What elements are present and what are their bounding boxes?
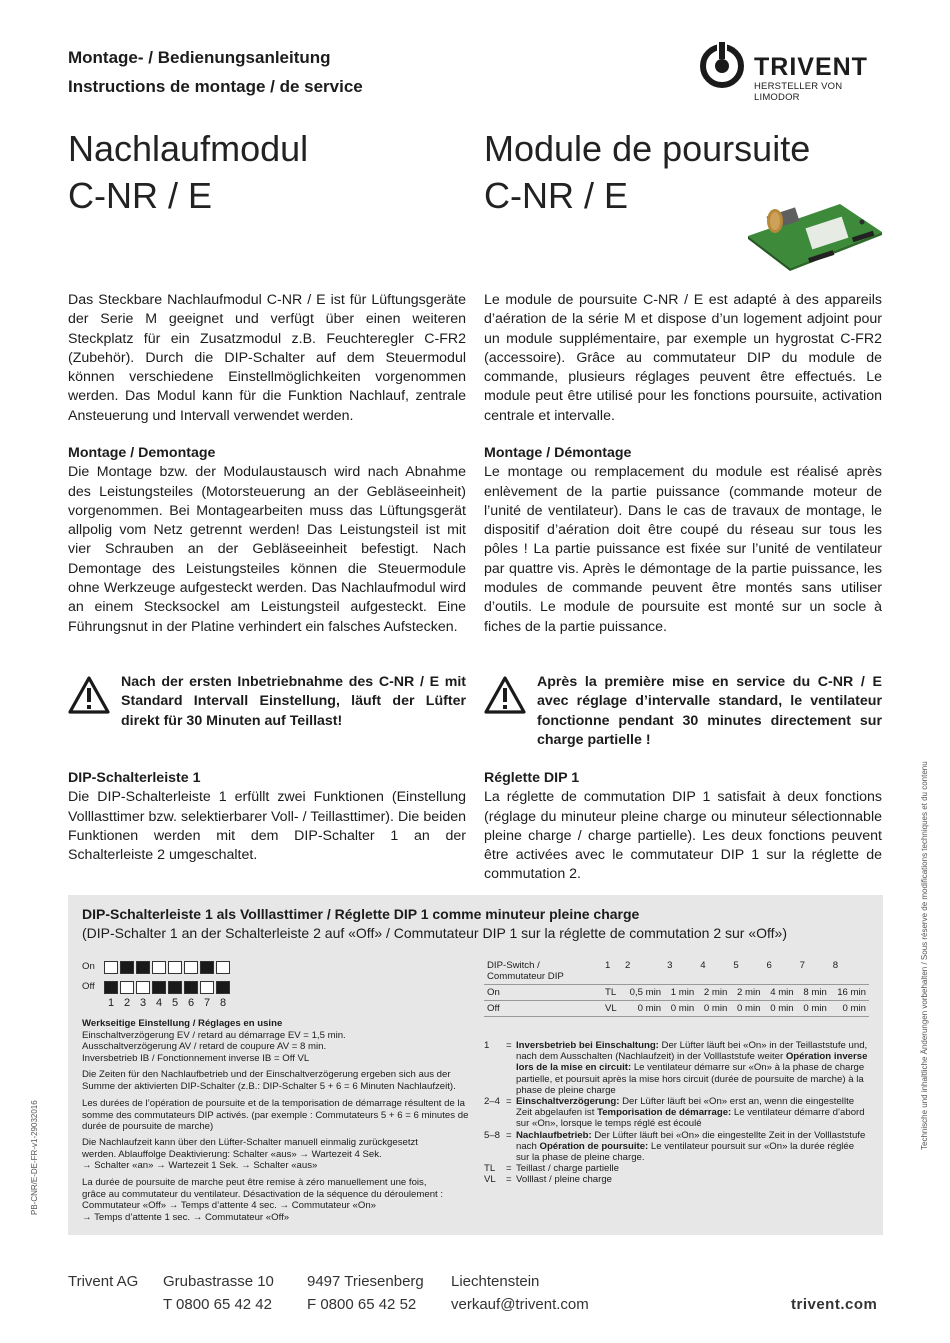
legend-equals: = [506, 1040, 512, 1051]
table-cell: 0 min [764, 1001, 797, 1017]
legend-item [484, 1163, 869, 1174]
legend-text [516, 1040, 869, 1096]
footer-company: Trivent AG [68, 1273, 139, 1290]
footer-street: Grubastrasse 10 [163, 1273, 274, 1290]
note-line: werden. Ablauffolge Deaktivierung: Schalter «aus» → Wartezeit 4 Sek. [82, 1148, 382, 1160]
document-type-fr: Instructions de montage / de service [68, 77, 363, 96]
dip-switch-number: 8 [219, 997, 227, 1009]
dip-table-wrapper [484, 958, 869, 1017]
legend-item [484, 1174, 869, 1185]
dip-switch-number: 1 [107, 997, 115, 1009]
dip-switch-number: 4 [155, 997, 163, 1009]
warning-fr: Après la première mise en service du C-NR / E avec réglage d’intervalle standard, le ventilateur fonctionne pendant 30 minutes directement sur charge partielle ! [537, 674, 882, 748]
note-line: → Schalter «an» → Wartezeit 1 Sek. → Schalter «aus» [82, 1160, 318, 1172]
factory-heading: Werkseitige Einstellung / Réglages en usine [82, 1018, 283, 1029]
table-cell: 0 min [797, 1001, 830, 1017]
note-line: → Temps d’attente 1 sec. → Commutateur «Off» [82, 1211, 290, 1223]
footer-country: Liechtenstein [451, 1273, 540, 1290]
legend-desc-de: Der Lüfter läuft bei «On» in der Teillaststufe und, nach dem Ausschalten (Nachlaufzeit) in der Volllaststufe weiter [516, 1040, 868, 1063]
dip-switch-off-cell [184, 981, 198, 994]
note-fr-2 [82, 1177, 477, 1223]
dip-switch-number: 5 [171, 997, 179, 1009]
dip-switch-off-cell [152, 981, 166, 994]
trivent-logo [700, 38, 885, 103]
legend-text [516, 1163, 869, 1174]
product-image [742, 192, 887, 272]
dip-box-subtitle: (DIP-Schalter 1 an der Schalterleiste 2 auf «Off» / Commutateur DIP 1 sur la réglette de commutation 2 sur «Off») [82, 925, 788, 941]
note-line: Die Nachlaufzeit kann über den Lüfter-Schalter manuell einmalig zurückgesetzt [82, 1137, 418, 1148]
dip-numbers [104, 997, 230, 1010]
footer-city: 9497 Triesenberg [307, 1273, 424, 1290]
note-fr-1: Les durées de l’opération de poursuite et de la temporisation de démarrage résultent de la somme des commutateurs DIP activés. (par exemple : Commutateurs 5 + 6 = 6 minutes de durée de poursuite de marche) [82, 1098, 469, 1133]
table-cell: 0 min [830, 1001, 869, 1017]
legend-desc-de: Volllast / pleine charge [516, 1174, 612, 1186]
table-cell: 4 min [764, 985, 797, 1001]
dip-text-fr: La réglette de commutation DIP 1 satisfait à deux fonctions (réglage du minuteur pleine charge ou minuteur sélectionnable pleine charge / charge partielle). Les deux fonctions peuvent être activées avec le commutateur DIP 1 sur la réglette de commutation 2. [484, 789, 882, 883]
dip-switch-number: 7 [203, 997, 211, 1009]
legend-item [484, 1096, 869, 1130]
legend-term-de: Einschaltverzögerung: [516, 1096, 620, 1108]
legend-text [516, 1096, 869, 1130]
table-header-row [484, 958, 869, 985]
table-cell: 0 min [664, 1001, 697, 1017]
dip-switch-diagram [82, 960, 242, 1012]
legend-item [484, 1040, 869, 1096]
table-cell: 2 min [697, 985, 730, 1001]
dip-row-on [104, 961, 230, 974]
legend-text [516, 1174, 869, 1185]
table-header-cell: 4 [697, 958, 730, 985]
warning-icon [68, 676, 110, 714]
legend-equals: = [506, 1174, 512, 1186]
table-cell: VL [602, 1001, 622, 1017]
dip-switch-on-cell [168, 961, 182, 974]
legend-desc-de: Der Lüfter läuft bei «On» erst an, wenn die eingestellte Zeit abgelaufen ist [516, 1096, 855, 1119]
title-fr-line2: C-NR / E [484, 175, 628, 216]
montage-heading-fr: Montage / Démontage [484, 445, 632, 461]
table-cell: 0,5 min [622, 985, 664, 1001]
dip-switch-on-cell [120, 961, 134, 974]
legend-key: 2–4 [484, 1096, 501, 1108]
dip-switch-off-cell [136, 981, 150, 994]
document-code: PB-CNR/E-DE-FR-v1-29032016 [30, 1100, 39, 1215]
table-cell: On [484, 985, 602, 1001]
table-cell: Off [484, 1001, 602, 1017]
table-header-cell: 5 [730, 958, 763, 985]
legend-equals: = [506, 1163, 512, 1175]
dip-switch-off-cell [120, 981, 134, 994]
dip-heading-fr: Réglette DIP 1 [484, 770, 580, 786]
warning-icon [484, 676, 526, 714]
table-header-cell: 7 [797, 958, 830, 985]
dip-switch-on-cell [136, 961, 150, 974]
dip-section-de [68, 769, 466, 865]
dip-switch-on-cell [200, 961, 214, 974]
factory-line: Inversbetrieb IB / Fonctionnement inverse IB = Off VL [82, 1052, 310, 1064]
note-line: Commutateur «Off» → Temps d’attente 4 sec. → Commutateur «On» [82, 1200, 376, 1212]
title-de-line1: Nachlaufmodul [68, 128, 309, 169]
table-header-cell: 1 [602, 958, 622, 985]
dip-switch-off-cell [216, 981, 230, 994]
dip-table [484, 958, 869, 1017]
dip-switch-on-cell [216, 961, 230, 974]
legend-equals: = [506, 1096, 512, 1108]
footer-email[interactable]: verkauf@trivent.com [451, 1296, 589, 1313]
legend-desc-fr: Le ventilateur démarre sur «On» à la phase de charge partielle, et poursuit après la mise hors circuit (durée de poursuite de marche) à la phase de pleine charge [516, 1062, 865, 1096]
legend-desc-de: Teillast / charge partielle [516, 1163, 619, 1175]
off-label: Off [82, 981, 95, 992]
on-label: On [82, 961, 95, 972]
factory-line: Ausschaltverzögerung AV / retard de coupure AV = 8 min. [82, 1041, 327, 1053]
intro-de: Das Steckbare Nachlaufmodul C-NR / E ist für Lüftungsgeräte der Serie M geeignet und verfügt über einen weiteren Steckplatz für ein Zusatzmodul z.B. Feuchteregler C-FR2 (Zubehör). Durch die DIP-Schalter auf dem Steuermodul können verschiedene Einstellmöglichkeiten vorgenommen werden. Das Modul kann für die Funktion Nachlauf, zentrale Ansteuerung und Intervall verwendet werden. [68, 292, 466, 424]
legend-desc-fr: Le ventilateur démarre d’abord sur «On», lorsque le temps réglé est écoulé [516, 1107, 865, 1130]
table-cell: 8 min [797, 985, 830, 1001]
dip-switch-off-cell [200, 981, 214, 994]
legal-note: Technische und inhaltliche Änderungen vorbehalten / Sous réserve de modifications techniques et du contenu [920, 761, 929, 1150]
dip-switch-number: 3 [139, 997, 147, 1009]
note-line: La durée de poursuite de marche peut être remise à zéro manuellement une fois, [82, 1177, 427, 1188]
table-header-cell: 3 [664, 958, 697, 985]
legend-key: TL [484, 1163, 496, 1175]
table-cell: 2 min [730, 985, 763, 1001]
brand-name: TRIVENT [754, 53, 868, 81]
title-de-line2: C-NR / E [68, 175, 212, 216]
montage-section-fr [484, 444, 882, 637]
document-type-de: Montage- / Bedienungsanleitung [68, 48, 331, 67]
footer-website[interactable]: trivent.com [791, 1296, 878, 1313]
brand-tagline: HERSTELLER VON LIMODOR [754, 81, 843, 103]
dip-switch-on-cell [152, 961, 166, 974]
note-de-1: Die Zeiten für den Nachlaufbetrieb und der Einschaltverzögerung ergeben sich aus der Summe der aktivierten DIP-Schalter (z.B.: DIP-Schalter 5 + 6 = 6 Minuten Nachlaufzeit). [82, 1069, 456, 1092]
footer-fax: F 0800 65 42 52 [307, 1296, 417, 1313]
legend-item [484, 1130, 869, 1164]
table-cell: 16 min [830, 985, 869, 1001]
table-cell: 0 min [697, 1001, 730, 1017]
dip-row-off [104, 981, 230, 994]
table-header-cell: 8 [830, 958, 869, 985]
factory-line: Einschaltverzögerung EV / retard au démarrage EV = 1,5 min. [82, 1029, 346, 1041]
dip-switch-number: 6 [187, 997, 195, 1009]
legend-term-de: Nachlaufbetrieb: [516, 1129, 592, 1141]
table-cell: 0 min [730, 1001, 763, 1017]
legend-term-fr: Opération de poursuite: [539, 1140, 649, 1152]
table-row [484, 1001, 869, 1017]
dip-switch-number: 2 [123, 997, 131, 1009]
table-header-cell: DIP-Switch / Commutateur DIP [484, 958, 602, 985]
factory-settings [82, 1018, 472, 1064]
legend-desc-fr: Le ventilateur poursuit sur «On» la durée réglée sur la phase de pleine charge. [516, 1140, 855, 1164]
legend-key: VL [484, 1174, 496, 1186]
dip-box-title: DIP-Schalterleiste 1 als Volllasttimer / Réglette DIP 1 comme minuteur pleine charge [82, 906, 640, 922]
dip-heading-de: DIP-Schalterleiste 1 [68, 770, 201, 786]
footer-phone: T 0800 65 42 42 [163, 1296, 272, 1313]
table-cell: 0 min [622, 1001, 664, 1017]
dip-section-fr [484, 769, 882, 885]
dip-legend [484, 1040, 869, 1186]
dip-text-de: Die DIP-Schalterleiste 1 erfüllt zwei Funktionen (Einstellung Volllasttimer bzw. selektierbarer Voll- / Teillasttimer). Die beiden Funktionen werden mit dem DIP-Schalter 1 an der Schalterleiste 2 umgeschaltet. [68, 789, 466, 864]
legend-equals: = [506, 1129, 512, 1141]
table-header-cell: 6 [764, 958, 797, 985]
power-icon [700, 38, 748, 90]
intro-fr: Le module de poursuite C-NR / E est adapté à des appareils d’aération de la série M et dispose d’un logement adjoint pour un module supplémentaire, par exemple un hygrostat C-FR2 (accessoire). Grâce au commutateur DIP du module de commande, plusieurs réglages peuvent être effectués. Le module peut être utilisé pour les fonctions poursuite, activation centrale et intervalle. [484, 292, 882, 424]
legend-text [516, 1130, 869, 1164]
legend-key: 1 [484, 1040, 490, 1051]
montage-text-de: Die Montage bzw. der Modulaustausch wird nach Abnahme des Leistungsteiles (Motorsteuerung an der Gebläseeinheit) vorgenommen. Bei Montagearbeiten muss das Lüftungsgerät allpolig vom Netz getrennt werden! Das Leistungsteil ist mit vier Schrauben an der Gebläseeinheit befestigt. Nach Demontage des Leistungsteiles können die Steuermodule ohne Werkzeuge aufgesteckt werden. Das Nachlaufmodul wird an einem Stecksockel am Leistungsteil aufgesteckt. Eine Führungsnut in der Platine verhindert ein falsches Aufstecken. [68, 464, 466, 635]
note-de-2 [82, 1137, 477, 1172]
legend-term-de: Inversbetrieb bei Einschaltung: [516, 1040, 659, 1051]
legend-desc-de: Der Lüfter läuft bei «On» die eingestellte Zeit in der Volllaststufe nach [516, 1129, 866, 1152]
dip-switch-on-cell [184, 961, 198, 974]
table-cell: TL [602, 985, 622, 1001]
legend-term-fr: Opération inverse lors de la mise en circuit: [516, 1051, 868, 1074]
montage-heading-de: Montage / Demontage [68, 445, 216, 461]
dip-switch-off-cell [168, 981, 182, 994]
note-line: grâce au commutateur du ventilateur. Désactivation de la séquence du déroulement : [82, 1188, 444, 1200]
table-header-cell: 2 [622, 958, 664, 985]
montage-section-de [68, 444, 466, 637]
legend-key: 5–8 [484, 1129, 501, 1141]
dip-switch-off-cell [104, 981, 118, 994]
title-fr-line1: Module de poursuite [484, 128, 811, 169]
legend-term-fr: Temporisation de démarrage: [597, 1107, 732, 1119]
warning-de: Nach der ersten Inbetriebnahme des C-NR / E mit Standard Intervall Einstellung, läuft der Lüfter direkt für 30 Minuten auf Teillast! [121, 674, 466, 729]
table-row [484, 985, 869, 1001]
dip-switch-on-cell [104, 961, 118, 974]
montage-text-fr: Le montage ou remplacement du module est réalisé après enlèvement de la partie puissance (commande moteur de l’unité de ventilateur). Dans le cas de travaux de montage, le dispositif d’aération doit être coupé du réseau sur tous les pôles ! La partie puissance est fixée sur l’unité de ventilateur par quattre vis. Après le démontage de la partie puissance, les modules de commande peuvent être montés sans utiliser d’outils. Le module de poursuite est monté sur un socle à fiches de la partie puissance. [484, 464, 882, 635]
table-cell: 1 min [664, 985, 697, 1001]
